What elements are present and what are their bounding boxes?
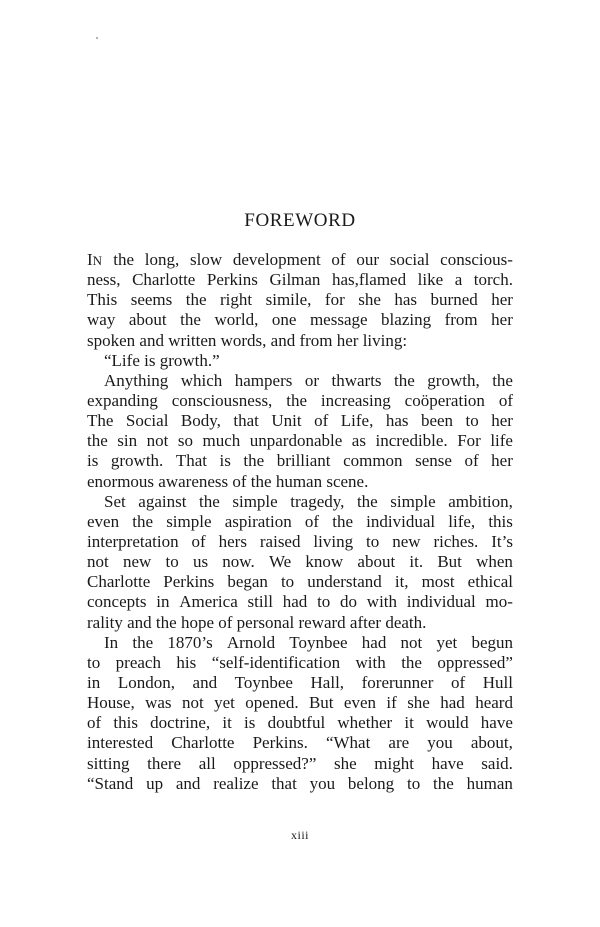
text-line: “Stand up and realize that you belong to the human	[87, 773, 513, 793]
text-line: Set against the simple tragedy, the simple ambition,	[104, 491, 513, 511]
text-line: the sin not so much unpardonable as incredible. For life	[87, 431, 513, 451]
foreword-body	[87, 250, 513, 794]
text-line: The Social Body, that Unit of Life, has been to her	[87, 411, 513, 431]
text-line: of this doctrine, it is doubtful whether it would have	[87, 713, 513, 733]
text-line: In the 1870’s Arnold Toynbee had not yet begun	[104, 632, 513, 652]
page-number: xiii	[290, 828, 309, 842]
text-line: spoken and written words, and from her living:	[87, 330, 408, 350]
text-line: “Life is growth.”	[104, 350, 220, 370]
page-title: FOREWORD	[244, 210, 356, 231]
text-line: interested Charlotte Perkins. “What are you about,	[87, 733, 513, 753]
text-line: not new to us now. We know about it. But when	[87, 552, 513, 572]
text-line: in London, and Toynbee Hall, forerunner of Hull	[87, 672, 513, 692]
text-line: Anything which hampers or thwarts the growth, the	[104, 370, 513, 390]
text-line: sitting there all oppressed?” she might have said.	[87, 753, 513, 773]
text-line: rality and the hope of personal reward after death.	[87, 612, 427, 632]
text-line: House, was not yet opened. But even if she had heard	[87, 693, 513, 713]
text-line: enormous awareness of the human scene.	[87, 471, 369, 491]
text-line: even the simple aspiration of the individual life, this	[87, 511, 513, 531]
text-line: IN the long, slow development of our social conscious-	[87, 250, 513, 269]
text-line: Charlotte Perkins began to understand it, most ethical	[87, 572, 513, 592]
text-line: way about the world, one message blazing from her	[87, 310, 513, 330]
paper-speck	[96, 37, 98, 39]
text-line: is growth. That is the brilliant common sense of her	[87, 451, 513, 471]
text-line: expanding consciousness, the increasing coöperation of	[87, 390, 513, 410]
text-line: ness, Charlotte Perkins Gilman has,flamed like a torch.	[87, 270, 513, 290]
text-line: to preach his “self-identification with the oppressed”	[87, 652, 513, 672]
text-line: This seems the right simile, for she has burned her	[87, 290, 513, 310]
text-line: concepts in America still had to do with individual mo-	[87, 592, 513, 612]
text-line: interpretation of hers raised living to new riches. It’s	[87, 531, 513, 551]
